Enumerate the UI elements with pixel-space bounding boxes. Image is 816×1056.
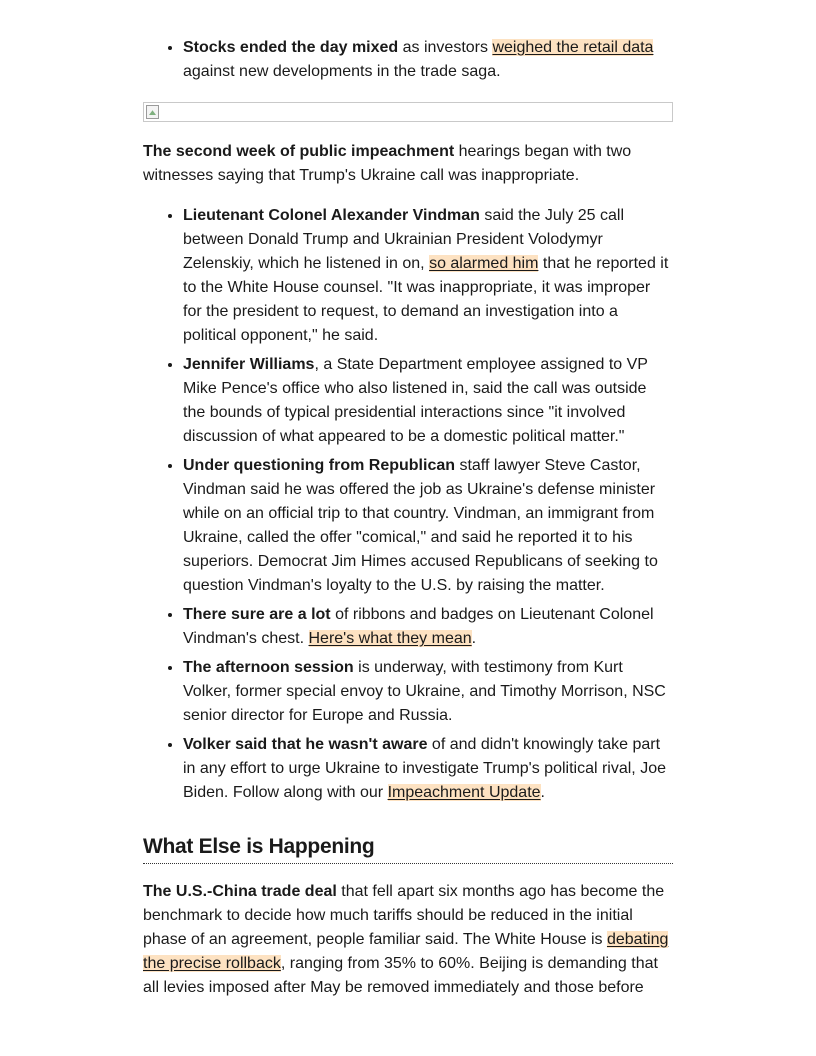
trade-deal-paragraph: The U.S.-China trade deal that fell apart six months ago has become the benchmark to decide how much tariffs should be reduced in the initial phase of an agreement, people familiar said. The White House is debating the precise rollback, ranging from 35% to 60%. Beijing is demanding that all levies imposed after May be removed immediately and those before xyxy=(143,883,669,996)
item-lead: Stocks ended the day mixed xyxy=(183,39,399,56)
image-placeholder xyxy=(143,102,673,122)
impeachment-list xyxy=(143,204,673,805)
list-item: • Under questioning from Republican staff lawyer Steve Castor, Vindman said he was offered the job as Ukraine's defense minister while on an official trip to that country. Vindman, an immigrant from Ukraine, called the offer "comical," and said he reported it to his superiors. Democrat Jim Himes accused Republicans of seeking to question Vindman's loyalty to the U.S. by raising the matter. xyxy=(183,454,673,598)
list-item: • Volker said that he wasn't aware of and didn't knowingly take part in any effort to urge Ukraine to investigate Trump's political rival, Joe Biden. Follow along with our Impeachment Update. xyxy=(183,733,673,805)
list-item: • There sure are a lot of ribbons and badges on Lieutenant Colonel Vindman's chest. Here's what they mean. xyxy=(183,603,673,651)
so-alarmed-him-link[interactable]: so alarmed him xyxy=(429,255,539,272)
precise-rollback-link[interactable]: debating the precise rollback xyxy=(143,931,669,972)
retail-data-link[interactable]: weighed the retail data xyxy=(492,39,654,56)
markets-list xyxy=(143,36,673,84)
list-item: • Stocks ended the day mixed as investors weighed the retail data against new developments in the trade saga. xyxy=(183,36,673,84)
impeachment-intro: The second week of public impeachment hearings began with two witnesses saying that Trump's Ukraine call was inappropriate. xyxy=(143,143,632,184)
list-item: • Lieutenant Colonel Alexander Vindman said the July 25 call between Donald Trump and Ukrainian President Volodymyr Zelenskiy, which he listened in on, so alarmed him that he reported it to the White House counsel. "It was inappropriate, it was improper for the president to request, to demand an investigation into a political opponent," he said. xyxy=(183,204,673,348)
ribbons-meaning-link[interactable]: Here's what they mean xyxy=(308,630,472,647)
broken-image-icon xyxy=(146,105,159,119)
list-item: • The afternoon session is underway, with testimony from Kurt Volker, former special envoy to Ukraine, and Timothy Morrison, NSC senior director for Europe and Russia. xyxy=(183,656,673,728)
newsletter-body xyxy=(143,36,673,1000)
list-item: • Jennifer Williams, a State Department employee assigned to VP Mike Pence's office who also listened in, said the call was outside the bounds of typical presidential interactions since "it involved discussion of what appeared to be a domestic political matter." xyxy=(183,353,673,449)
section-heading: What Else is Happening xyxy=(143,833,673,864)
impeachment-update-link[interactable]: Impeachment Update xyxy=(387,784,541,801)
